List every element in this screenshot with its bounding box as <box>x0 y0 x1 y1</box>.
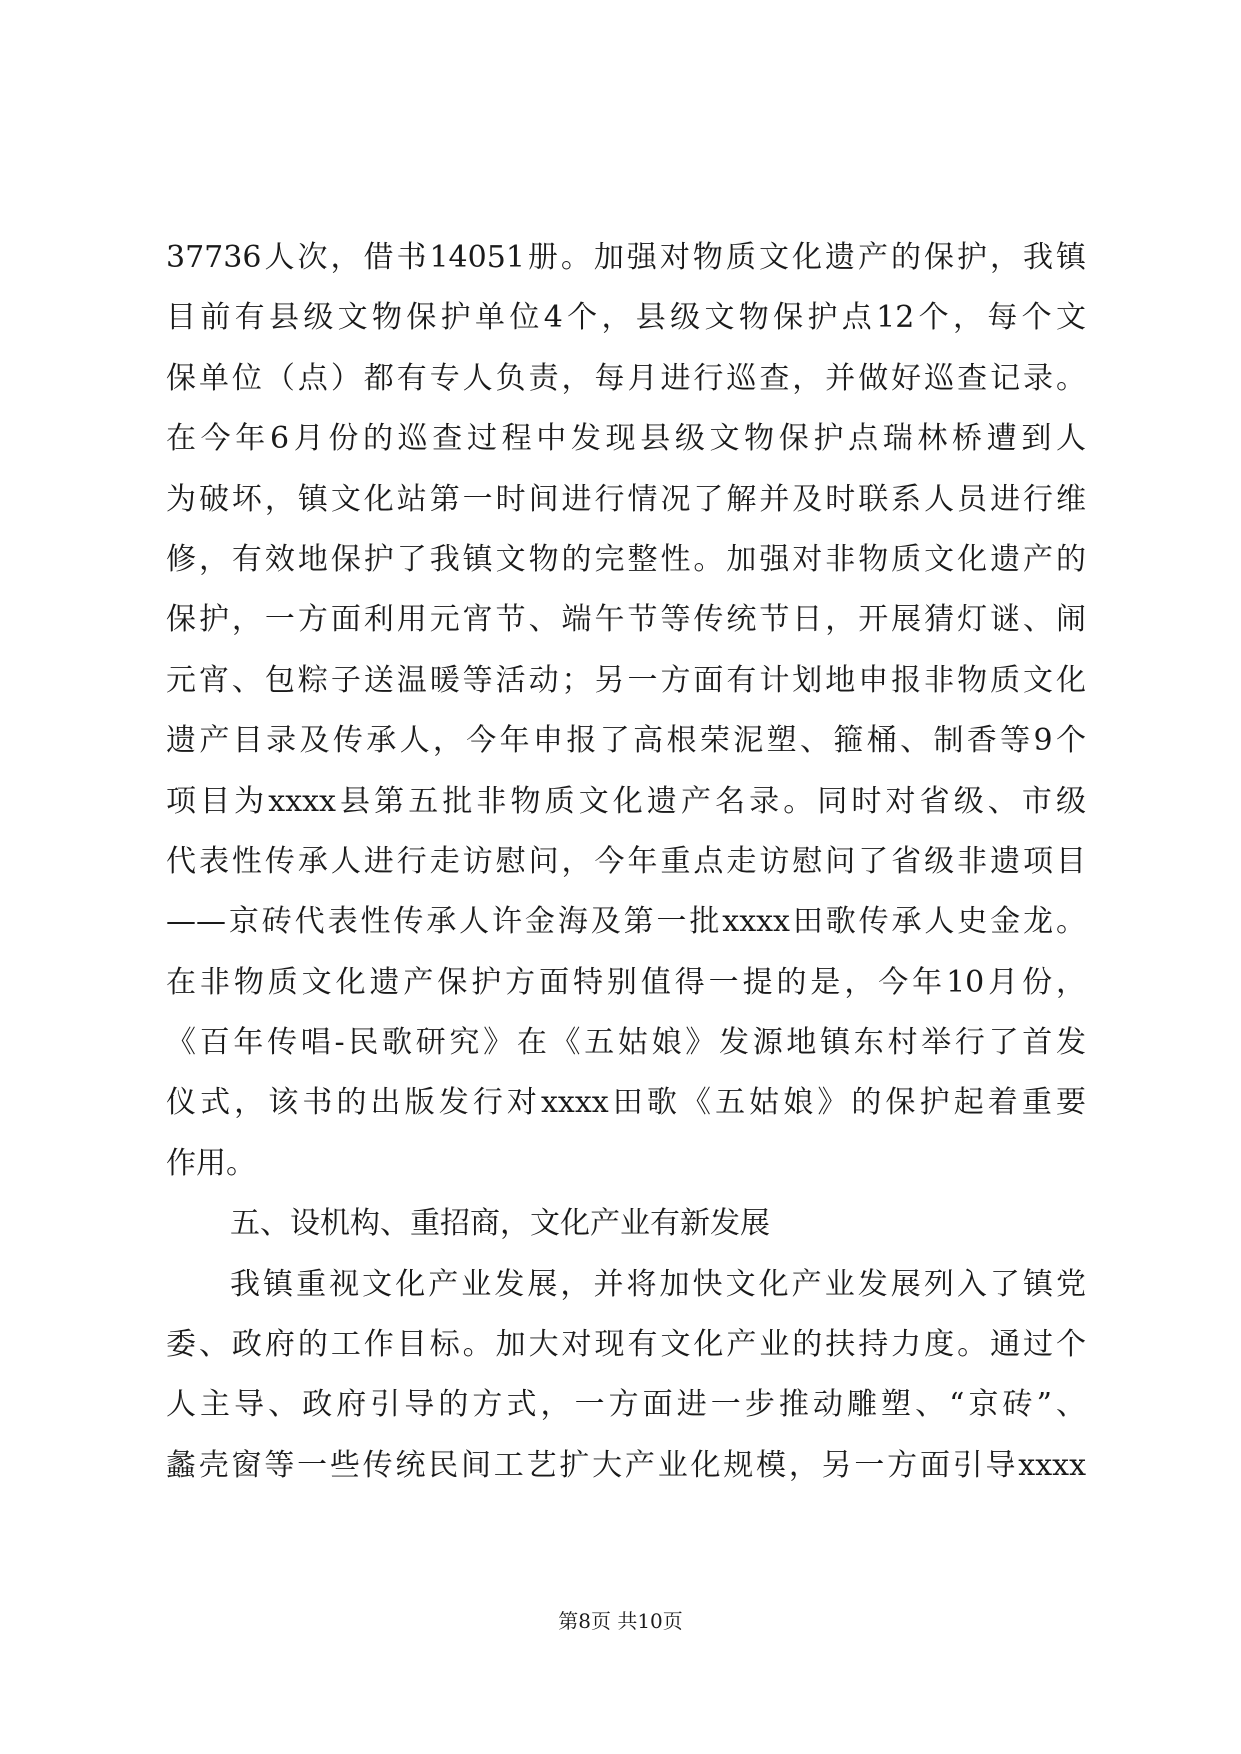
paragraph-line: 我镇重视文化产业发展，并将加快文化产业发展列入了镇党 <box>230 1266 1086 1302</box>
paragraph-line: 为破坏，镇文化站第一时间进行情况了解并及时联系人员进行维 <box>166 481 1086 517</box>
paragraph-line: 37736人次，借书14051册。加强对物质文化遗产的保护，我镇 <box>166 240 1086 275</box>
paragraph-line: 保护，一方面利用元宵节、端午节等传统节日，开展猜灯谜、闹 <box>166 602 1086 638</box>
paragraph-line: 在今年6月份的巡查过程中发现县级文物保护点瑞林桥遭到人 <box>166 421 1086 457</box>
paragraph-line: 遗产目录及传承人，今年申报了高根荣泥塑、箍桶、制香等9个 <box>166 723 1086 759</box>
paragraph-line: 人主导、政府引导的方式，一方面进一步推动雕塑、“京砖”、 <box>166 1387 1086 1423</box>
paragraph-line: 《百年传唱-民歌研究》在《五姑娘》发源地镇东村举行了首发 <box>166 1025 1086 1061</box>
paragraph-line: 目前有县级文物保护单位4个，县级文物保护点12个，每个文 <box>166 300 1086 336</box>
paragraph-line: ——京砖代表性传承人许金海及第一批xxxx田歌传承人史金龙。 <box>166 904 1086 940</box>
paragraph-line: 代表性传承人进行走访慰问，今年重点走访慰问了省级非遗项目 <box>166 843 1086 879</box>
page-number-footer: 第8页 共10页 <box>558 1609 683 1633</box>
paragraph-line: 保单位（点）都有专人负责，每月进行巡查，并做好巡查记录。 <box>166 360 1086 396</box>
paragraph-line: 作用。 <box>166 1145 256 1181</box>
paragraph-line: 项目为xxxx县第五批非物质文化遗产名录。同时对省级、市级 <box>166 783 1086 819</box>
section-heading: 五、设机构、重招商，文化产业有新发展 <box>230 1206 770 1242</box>
paragraph-line: 仪式，该书的出版发行对xxxx田歌《五姑娘》的保护起着重要 <box>166 1085 1086 1121</box>
paragraph-line: 蠡壳窗等一些传统民间工艺扩大产业化规模，另一方面引导xxxx <box>166 1447 1086 1483</box>
document-body <box>166 228 1086 1496</box>
paragraph-line: 委、政府的工作目标。加大对现有文化产业的扶持力度。通过个 <box>166 1327 1086 1363</box>
paragraph-line: 在非物质文化遗产保护方面特别值得一提的是，今年10月份， <box>166 964 1086 1000</box>
paragraph-line: 元宵、包粽子送温暖等活动；另一方面有计划地申报非物质文化 <box>166 662 1086 698</box>
paragraph-line: 修，有效地保护了我镇文物的完整性。加强对非物质文化遗产的 <box>166 541 1086 577</box>
